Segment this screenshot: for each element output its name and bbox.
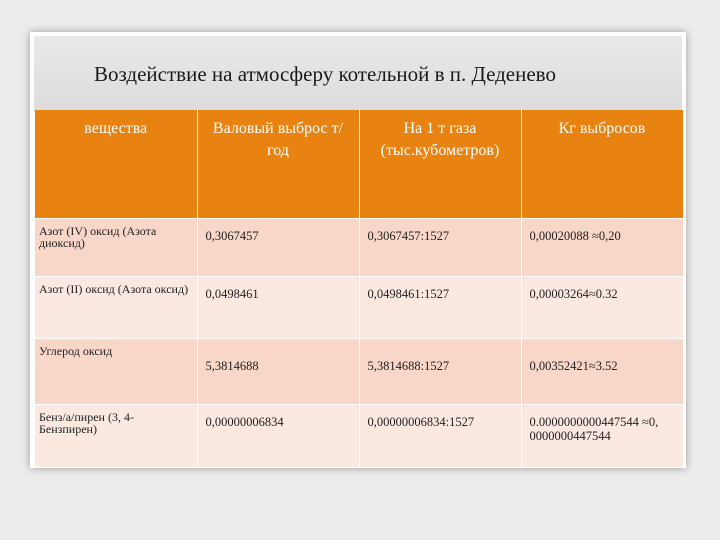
cell-per-ton-gas: 0,3067457:1527 — [359, 219, 521, 277]
header-per-ton-gas: На 1 т газа (тыс.кубометров) — [359, 110, 521, 219]
header-substance: вещества — [35, 110, 197, 219]
cell-substance: Азот (II) оксид (Азота оксид) — [35, 277, 197, 339]
header-gross-emission: Валовый выброс т/год — [197, 110, 359, 219]
cell-gross-emission: 0,3067457 — [197, 219, 359, 277]
cell-kg-emissions: 0,00003264≈0.32 — [521, 277, 683, 339]
table-row — [35, 277, 683, 339]
table-row — [35, 219, 683, 277]
cell-per-ton-gas: 0,00000006834:1527 — [359, 405, 521, 468]
cell-kg-emissions: 0,00352421≈3.52 — [521, 339, 683, 405]
cell-gross-emission: 0,0498461 — [197, 277, 359, 339]
cell-kg-emissions: 0,00020088 ≈0,20 — [521, 219, 683, 277]
table-row — [35, 339, 683, 405]
emissions-table — [35, 110, 684, 468]
cell-per-ton-gas: 5,3814688:1527 — [359, 339, 521, 405]
table-header-row — [35, 110, 683, 219]
header-kg-emissions: Кг выбросов — [521, 110, 683, 219]
cell-substance: Углерод оксид — [35, 339, 197, 405]
slide-title: Воздействие на атмосферу котельной в п. Деденево — [94, 62, 556, 86]
table-row — [35, 405, 683, 468]
cell-gross-emission: 0,00000006834 — [197, 405, 359, 468]
cell-substance: Азот (IV) оксид (Азота диоксид) — [35, 219, 197, 277]
cell-gross-emission: 5,3814688 — [197, 339, 359, 405]
cell-kg-emissions: 0.0000000000447544 ≈0, 0000000447544 — [521, 405, 683, 468]
cell-substance: Бенз/а/пирен (3, 4-Бензпирен) — [35, 405, 197, 468]
cell-per-ton-gas: 0,0498461:1527 — [359, 277, 521, 339]
